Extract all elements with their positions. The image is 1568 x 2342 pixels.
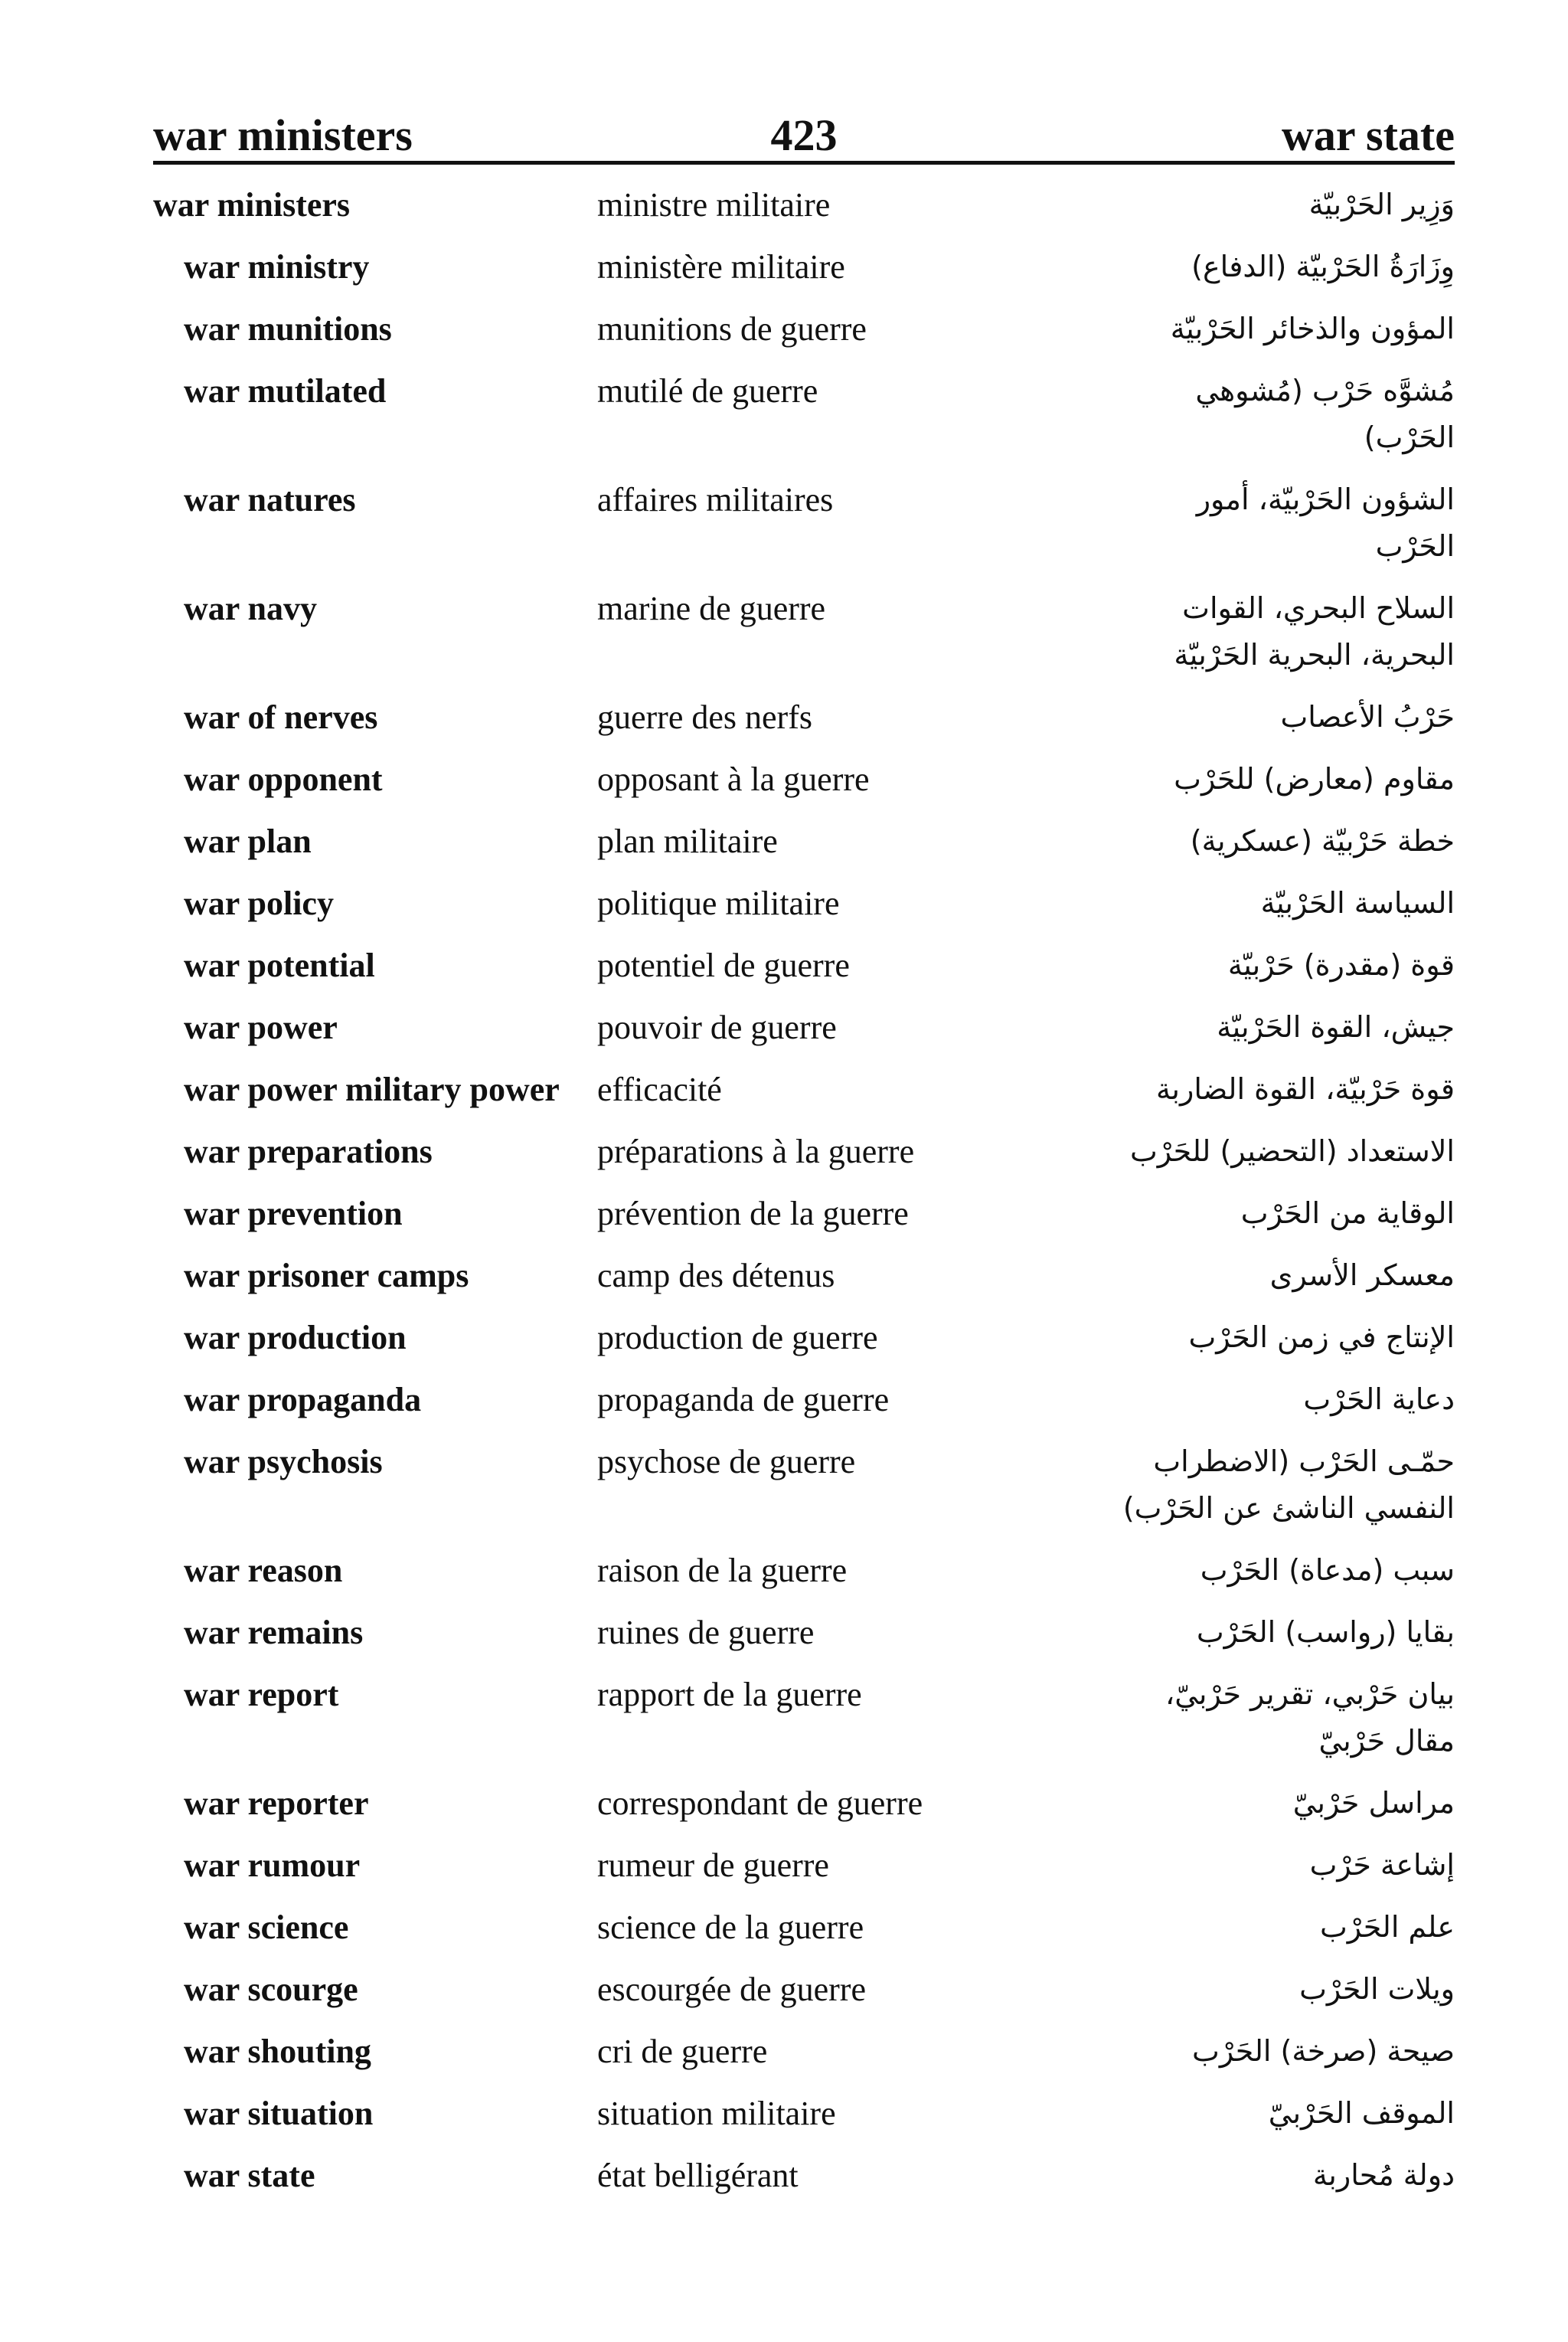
entry-french-translation: science de la guerre <box>597 1909 864 1946</box>
dictionary-entry <box>153 686 1455 748</box>
entry-english-term: war propaganda <box>184 1381 422 1418</box>
entry-french-translation: potentiel de guerre <box>597 947 850 984</box>
entry-french-translation: production de guerre <box>597 1319 878 1356</box>
entry-french-translation: ruines de guerre <box>597 1614 815 1651</box>
entry-english-term: war power <box>184 1009 338 1046</box>
entry-arabic-translation: وَزِير الحَرْبيّة <box>1308 188 1455 221</box>
entry-arabic-translation: معسكر الأسرى <box>1269 1258 1455 1292</box>
entry-english-term: war shouting <box>184 2033 371 2070</box>
dictionary-entry <box>153 1058 1455 1120</box>
dictionary-entry <box>153 2144 1455 2206</box>
entry-english-term: war policy <box>184 885 334 922</box>
entry-english-term: war preparations <box>184 1133 433 1170</box>
entry-english-term: war science <box>184 1909 349 1946</box>
dictionary-entry <box>153 298 1455 360</box>
dictionary-entry <box>153 236 1455 298</box>
entry-english-term: war navy <box>184 590 317 627</box>
dictionary-entry <box>153 174 1455 236</box>
entry-french-translation: état belligérant <box>597 2157 799 2194</box>
dictionary-entry <box>153 1120 1455 1182</box>
entry-arabic-translation: مقاوم (معارض) للحَرْب <box>1174 762 1455 796</box>
entry-english-term: war rumour <box>184 1846 361 1884</box>
entry-arabic-translation: خطة حَرْبيّة (عسكرية) <box>1190 824 1455 858</box>
entry-arabic-translation: الوقاية من الحَرْب <box>1240 1196 1455 1230</box>
entry-arabic-translation: حَرْبُ الأعصاب <box>1280 700 1455 734</box>
dictionary-entry <box>153 1369 1455 1431</box>
entry-arabic-translation: الإنتاج في زمن الحَرْب <box>1188 1320 1455 1354</box>
entry-english-term: war reason <box>184 1552 343 1589</box>
entry-english-term: war psychosis <box>184 1443 383 1480</box>
dictionary-entry <box>153 1245 1455 1307</box>
entry-arabic-translation: بقايا (رواسب) الحَرْب <box>1196 1615 1455 1649</box>
dictionary-page <box>153 107 1455 2206</box>
entry-english-term: war remains <box>184 1614 364 1651</box>
entry-english-term: war prevention <box>184 1195 403 1232</box>
entry-french-translation: propaganda de guerre <box>597 1381 890 1418</box>
entry-english-term: war munitions <box>184 310 392 348</box>
entry-french-translation: ministre militaire <box>597 186 831 224</box>
entry-french-translation: correspondant de guerre <box>597 1784 923 1822</box>
entry-english-term: war potential <box>184 947 375 984</box>
entry-english-term: war state <box>184 2157 315 2194</box>
entry-arabic-translation: السياسة الحَرْبيّة <box>1260 886 1455 920</box>
entry-french-translation: situation militaire <box>597 2095 836 2132</box>
entry-french-translation: rapport de la guerre <box>597 1676 862 1713</box>
entry-arabic-translation: ويلات الحَرْب <box>1299 1972 1455 2006</box>
entry-french-translation: pouvoir de guerre <box>597 1009 837 1046</box>
entry-french-translation: rumeur de guerre <box>597 1846 829 1884</box>
entry-english-term: war production <box>184 1319 407 1356</box>
entry-french-translation: affaires militaires <box>597 481 834 518</box>
entry-french-translation: psychose de guerre <box>597 1443 856 1480</box>
dictionary-entry <box>153 1307 1455 1369</box>
entry-english-term: war plan <box>184 823 312 860</box>
dictionary-entry <box>153 1772 1455 1834</box>
dictionary-entry <box>153 2020 1455 2082</box>
page-header <box>153 107 1455 165</box>
dictionary-entry <box>153 360 1455 469</box>
entry-english-term: war of nerves <box>184 698 378 736</box>
entry-french-translation: munitions de guerre <box>597 310 867 348</box>
dictionary-entry <box>153 1663 1455 1772</box>
dictionary-entry <box>153 1958 1455 2020</box>
dictionary-entry <box>153 996 1455 1058</box>
entry-arabic-translation: السلاح البحري، القوات البحرية، البحرية الحَرْبيّة <box>1174 591 1455 672</box>
entry-arabic-translation: جيش، القوة الحَرْبيّة <box>1217 1010 1455 1044</box>
entry-arabic-translation: مراسل حَرْبيّ <box>1292 1786 1455 1820</box>
dictionary-entry <box>153 934 1455 996</box>
entry-list <box>153 174 1455 2206</box>
entry-arabic-translation: إشاعة حَرْب <box>1309 1848 1455 1882</box>
entry-arabic-translation: مُشوَّه حَرْب (مُشوهي الحَرْب) <box>1195 374 1455 454</box>
header-last-entry: war state <box>1281 110 1455 160</box>
dictionary-entry <box>153 1539 1455 1601</box>
entry-english-term: war reporter <box>184 1784 369 1822</box>
entry-arabic-translation: الشؤون الحَرْبيّة، أمور الحَرْب <box>1196 482 1455 563</box>
entry-french-translation: efficacité <box>597 1071 722 1108</box>
dictionary-entry <box>153 2082 1455 2144</box>
entry-arabic-translation: قوة (مقدرة) حَرْبيّة <box>1227 948 1455 982</box>
dictionary-entry <box>153 872 1455 934</box>
entry-arabic-translation: صيحة (صرخة) الحَرْب <box>1192 2034 1455 2068</box>
entry-english-term: war opponent <box>184 760 383 798</box>
dictionary-entry <box>153 1182 1455 1245</box>
entry-arabic-translation: المؤون والذخائر الحَرْبيّة <box>1170 312 1455 345</box>
dictionary-entry <box>153 1601 1455 1663</box>
entry-english-term: war mutilated <box>184 372 387 410</box>
entry-english-term: war report <box>184 1676 339 1713</box>
entry-english-term: war scourge <box>184 1971 358 2008</box>
dictionary-entry <box>153 1834 1455 1896</box>
dictionary-entry <box>153 469 1455 577</box>
entry-french-translation: prévention de la guerre <box>597 1195 909 1232</box>
page-number: 423 <box>770 110 838 160</box>
entry-arabic-translation: دعاية الحَرْب <box>1303 1382 1455 1416</box>
entry-french-translation: guerre des nerfs <box>597 698 812 736</box>
entry-arabic-translation: سبب (مدعاة) الحَرْب <box>1200 1553 1455 1587</box>
header-first-entry: war ministers <box>153 110 413 160</box>
dictionary-entry <box>153 577 1455 686</box>
entry-arabic-translation: وِزَارَةُ الحَرْبيّة (الدفاع) <box>1191 250 1455 283</box>
entry-english-term: war situation <box>184 2095 374 2132</box>
entry-english-term: war prisoner camps <box>184 1257 469 1294</box>
entry-french-translation: escourgée de guerre <box>597 1971 866 2008</box>
entry-arabic-translation: دولة مُحاربة <box>1312 2158 1455 2192</box>
entry-french-translation: marine de guerre <box>597 590 826 627</box>
entry-arabic-translation: الاستعداد (التحضير) للحَرْب <box>1129 1134 1455 1168</box>
entry-french-translation: ministère militaire <box>597 248 845 286</box>
entry-french-translation: préparations à la guerre <box>597 1133 915 1170</box>
entry-arabic-translation: علم الحَرْب <box>1319 1910 1455 1944</box>
entry-french-translation: camp des détenus <box>597 1257 835 1294</box>
dictionary-entry <box>153 1896 1455 1958</box>
entry-french-translation: cri de guerre <box>597 2033 768 2070</box>
entry-french-translation: raison de la guerre <box>597 1552 848 1589</box>
dictionary-entry <box>153 810 1455 872</box>
entry-english-term: war natures <box>184 481 356 518</box>
entry-french-translation: plan militaire <box>597 823 778 860</box>
entry-english-term: war ministry <box>184 248 370 286</box>
dictionary-entry <box>153 748 1455 810</box>
entry-french-translation: politique militaire <box>597 885 840 922</box>
entry-french-translation: opposant à la guerre <box>597 760 870 798</box>
entry-arabic-translation: بيان حَرْبي، تقرير حَرْبيّ، مقال حَرْبيّ <box>1165 1677 1455 1758</box>
entry-french-translation: mutilé de guerre <box>597 372 818 410</box>
entry-english-term: war power military power <box>184 1071 560 1108</box>
entry-arabic-translation: حمّـى الحَرْب (الاضطراب النفسي الناشئ عن الحَرْب) <box>1122 1444 1455 1525</box>
dictionary-entry <box>153 1431 1455 1539</box>
entry-arabic-translation: قوة حَرْبيّة، القوة الضاربة <box>1156 1072 1455 1106</box>
entry-arabic-translation: الموقف الحَرْبيّ <box>1268 2096 1455 2130</box>
entry-english-term: war ministers <box>153 186 351 224</box>
